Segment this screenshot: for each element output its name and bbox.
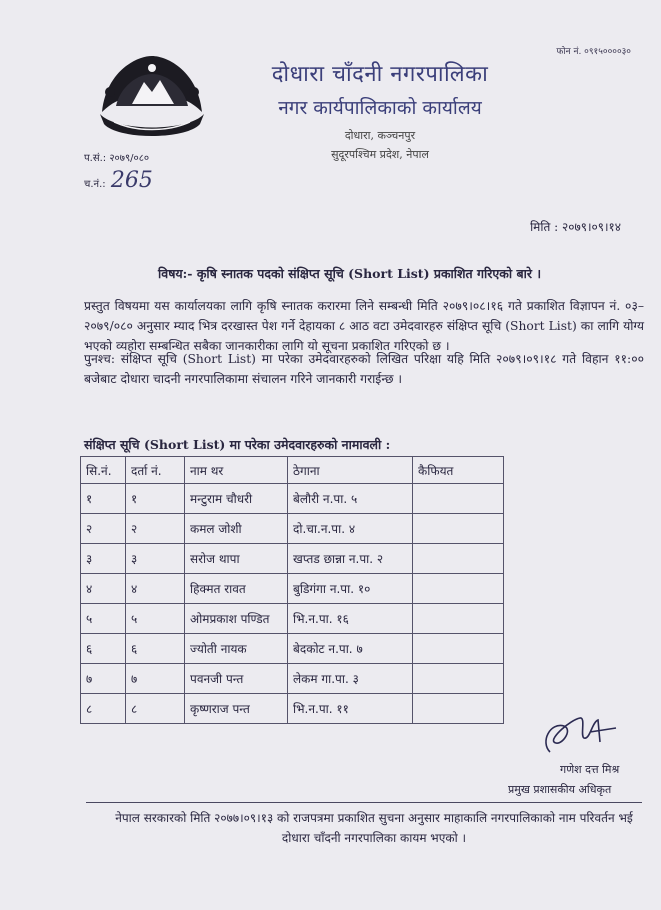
office-province: सुदूरपश्चिम प्रदेश, नेपाल [331, 148, 429, 161]
table-row: ५ ५ ओमप्रकाश पण्डित भि.न.पा. १६ [81, 604, 504, 634]
col-remarks: कैफियत [413, 457, 504, 484]
table-row: १ १ मन्टुराम चौधरी बेलौरी न.पा. ५ [81, 484, 504, 514]
signature-icon [520, 712, 630, 760]
col-serial: सि.नं. [81, 457, 126, 484]
table-row: ७ ७ पवनजी पन्त लेकम गा.पा. ३ [81, 664, 504, 694]
col-reg-no: दर्ता नं. [126, 457, 185, 484]
signatory-title: प्रमुख प्रशासकीय अधिकृत [508, 783, 612, 796]
dispatch-number: च.नं.: 265 [84, 168, 153, 193]
table-row: ८ ८ कृष्णराज पन्त भि.न.पा. ११ [81, 694, 504, 724]
footer-note: नेपाल सरकारको मिति २०७७।०९।१३ को राजपत्रमा प्रकाशित सुचना अनुसार माहाकालि नगरपालिकाको नाम परिवर्तन भई दोधारा चाँदनी नगरपालिका कायम भएको । [115, 811, 633, 845]
table-header-row [81, 457, 504, 484]
phone-number: फोन नं. ०९१५००००३० [556, 47, 631, 57]
body-paragraph-1: प्रस्तुत विषयमा यस कार्यालयका लागि कृषि स्नातक करारमा लिने सम्बन्धी मिति २०७९।०८।१६ गते प्रकाशित विज्ञापन नं. ०३–२०७९/०८० अनुसार म्याद भित्र दरखास्त पेश गर्ने देहायका ८ आठ वटा उमेदवारहरु संक्षिप्त सूचि (Short List) का लागि योग्य भएको व्यहोरा सम्बन्धित सबैका जानकारीका लागि यो सूचना प्रकाशित गरिएको छ । [84, 299, 644, 353]
shortlist-title: संक्षिप्त सूचि (Short List) मा परेका उमेदवारहरुको नामावली : [84, 437, 391, 452]
signatory-name: गणेश दत्त मिश्र [560, 763, 620, 776]
table-row: ४ ४ हिक्मत रावत बुडिगंगा न.पा. १० [81, 574, 504, 604]
table-row: २ २ कमल जोशी दो.चा.न.पा. ४ [81, 514, 504, 544]
office-name: दोधारा चाँदनी नगरपालिका [271, 62, 489, 87]
col-address: ठेगाना [288, 457, 413, 484]
table-row: ६ ६ ज्योती नायक बेदकोट न.पा. ७ [81, 634, 504, 664]
letter-date: मिति : २०७९।०९।१४ [530, 220, 621, 234]
col-name: नाम थर [185, 457, 288, 484]
subject-line: विषय:- कृषि स्नातक पदको संक्षिप्त सूचि (Short List) प्रकाशित गरिएको बारे । [158, 266, 542, 281]
nepal-emblem-icon [96, 52, 208, 144]
letter-number: प.सं.: २०७९/०८० [84, 153, 150, 164]
body-paragraph-2: पुनश्च: संक्षिप्त सूचि (Short List) मा परेका उमेदवारहरुको लिखित परिक्षा यहि मिति २०७९।०९।१८ गते विहान ११:०० बजेबाट दोधारा चादनी नगरपालिकामा संचालन गरिने जानकारी गराईन्छ । [84, 352, 644, 386]
footer-divider [86, 802, 642, 803]
table-row: ३ ३ सरोज थापा खप्तड छान्ना न.पा. २ [81, 544, 504, 574]
shortlist-table [80, 456, 504, 724]
letterhead [230, 58, 530, 162]
office-location: दोधारा, कञ्चनपुर [344, 129, 416, 142]
office-subtitle: नगर कार्यपालिकाको कार्यालय [278, 97, 482, 119]
